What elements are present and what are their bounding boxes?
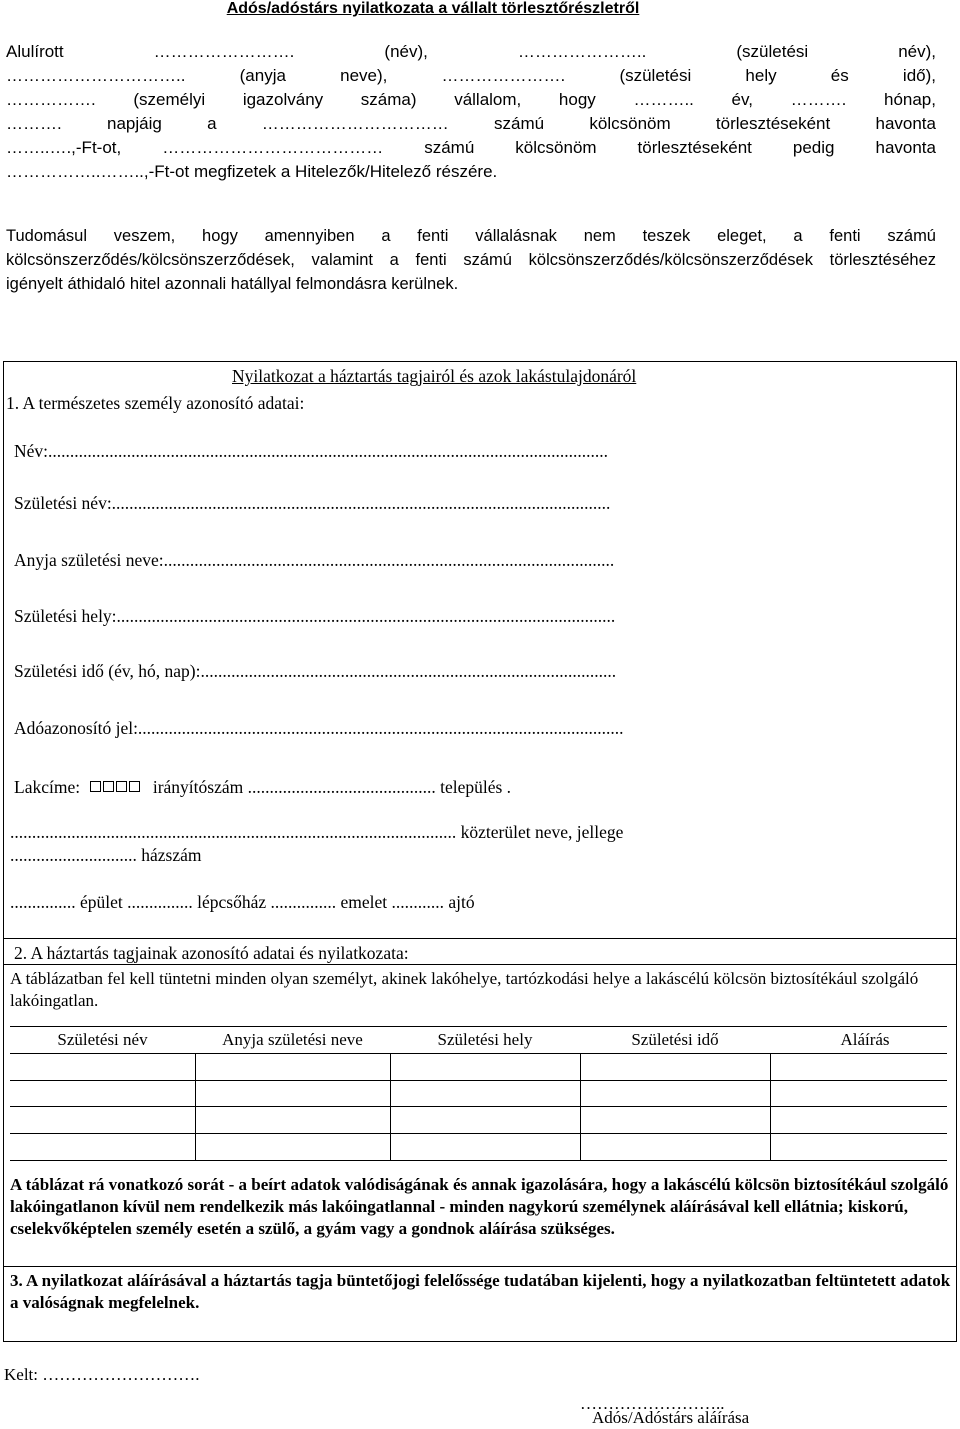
acknowledgement-paragraph xyxy=(6,224,936,296)
table-column-border xyxy=(390,1053,391,1160)
commitment-line-last: ……………..……..,-Ft-ot megfizetek a Hitelezők/Hitelező részére. xyxy=(6,162,498,181)
table-instruction-note: A táblázat rá vonatkozó sorát - a beírt adatok valódiságának és annak igazolására, hogy a lakáscélú kölcsön biztosítékául szolgáló lakóingatlanon kívül nem rendelkezik más lakóingatlannal - minden nagykorú személynek aláírásával kell ellátnia; kiskorú, cselekvőképtelen személy esetén a szülő, a gyám vagy a gondnok aláírása szükséges. xyxy=(10,1175,949,1238)
zip-label: irányítószám xyxy=(152,777,244,797)
commitment-line: ……..….,-Ft-ot, ………………………………… számú kölcsönöm törlesztéseként pedig havonta xyxy=(6,138,936,157)
settlement-field[interactable]: ........................................... település . xyxy=(247,777,512,797)
table-border xyxy=(10,1053,947,1054)
place-date-field[interactable]: Kelt: ………………………. xyxy=(4,1365,200,1384)
zip-box[interactable] xyxy=(90,781,101,792)
table-border xyxy=(10,1133,947,1134)
table-header-birth-name: Születési név xyxy=(57,1030,148,1049)
table-column-border xyxy=(195,1053,196,1160)
signature-line[interactable]: …………………….. xyxy=(580,1394,725,1413)
divider xyxy=(4,964,956,965)
table-border xyxy=(10,1160,947,1161)
zip-box[interactable] xyxy=(116,781,127,792)
signature-label: Adós/Adóstárs aláírása xyxy=(592,1408,750,1427)
door-field[interactable]: ............ ajtó xyxy=(391,892,475,912)
section1-title: 1. A természetes személy azonosító adatai: xyxy=(6,393,305,413)
floor-field[interactable]: ............... emelet xyxy=(270,892,388,912)
house-number-field[interactable]: ............................. házszám xyxy=(10,845,202,865)
building-details-row xyxy=(10,892,475,913)
acknowledgement-line: Tudomásul veszem, hogy amennyiben a fenti vállalásnak nem teszek eleget, a fenti számú xyxy=(6,227,936,245)
section2-info: A táblázatban fel kell tüntetni minden olyan személyt, akinek lakóhelye, tartózkodási helye a lakáscélú kölcsön biztosítékául szolgáló lakóingatlan. xyxy=(10,969,919,1010)
address-label: Lakcíme: xyxy=(14,777,81,797)
section2-title: 2. A háztartás tagjainak azonosító adatai és nyilatkozata: xyxy=(14,943,409,963)
commitment-line: Alulírott ……………………. (név), ………………….. (születési név), xyxy=(6,42,936,61)
zip-box[interactable] xyxy=(103,781,114,792)
zip-boxes[interactable] xyxy=(90,777,142,797)
staircase-field[interactable]: ............... lépcsőház xyxy=(127,892,267,912)
mother-name-field[interactable]: Anyja születési neve:....................................................................................................... xyxy=(14,550,615,570)
divider xyxy=(4,938,956,939)
table-column-border xyxy=(770,1053,771,1160)
birth-date-field[interactable]: Születési idő (év, hó, nap):............................................................................................... xyxy=(14,661,617,681)
section3-statement: 3. A nyilatkozat aláírásával a háztartás tagja büntetőjogi felelőssége tudatában kijelenti, hogy a nyilatkozatban feltüntetett adatok a valóságnak megfelelnek. xyxy=(10,1271,951,1312)
zip-box[interactable] xyxy=(129,781,140,792)
name-field[interactable]: Név:................................................................................................................................ xyxy=(14,441,609,461)
document-title: Adós/adóstárs nyilatkozata a vállalt törlesztőrészletről xyxy=(226,0,640,17)
tax-id-field[interactable]: Adóazonosító jel:............................................................................................................... xyxy=(14,718,624,738)
table-border xyxy=(10,1080,947,1081)
table-column-border xyxy=(580,1053,581,1160)
commitment-line: ………. napjáig a …………………………… számú kölcsönöm törlesztéseként havonta xyxy=(6,114,936,133)
address-zip-row xyxy=(14,777,511,798)
birth-name-field[interactable]: Születési név:.................................................................................................................. xyxy=(14,493,611,513)
acknowledgement-line-last: igényelt áthidaló hitel azonnali hatállyal felmondásra kerülnek. xyxy=(6,275,459,293)
table-header-birth-date: Születési idő xyxy=(631,1030,719,1049)
acknowledgement-line: kölcsönszerződés/kölcsönszerződések, valamint a fenti számú kölcsönszerződés/kölcsönszerződések törlesztéséhez xyxy=(6,251,936,269)
building-field[interactable]: ............... épület xyxy=(10,892,123,912)
divider xyxy=(4,1266,956,1267)
table-border xyxy=(10,1026,947,1027)
street-field[interactable]: ...................................................................................................... közterület neve, jellege xyxy=(10,822,624,842)
commitment-line: ……………. (személyi igazolvány száma) vállalom, hogy ……….. év, ………. hónap, xyxy=(6,90,936,109)
table-border xyxy=(10,1106,947,1107)
table-header-mother-name: Anyja születési neve xyxy=(222,1030,363,1049)
table-header-birth-place: Születési hely xyxy=(437,1030,533,1049)
commitment-line: ………………………….. (anyja neve), …………………. (születési hely és idő), xyxy=(6,66,936,85)
declaration-title: Nyilatkozat a háztartás tagjairól és azok lakástulajdonáról xyxy=(232,366,637,386)
birth-place-field[interactable]: Születési hely:.................................................................................................................. xyxy=(14,606,616,626)
commitment-paragraph xyxy=(6,40,936,184)
table-header-signature: Aláírás xyxy=(840,1030,890,1049)
